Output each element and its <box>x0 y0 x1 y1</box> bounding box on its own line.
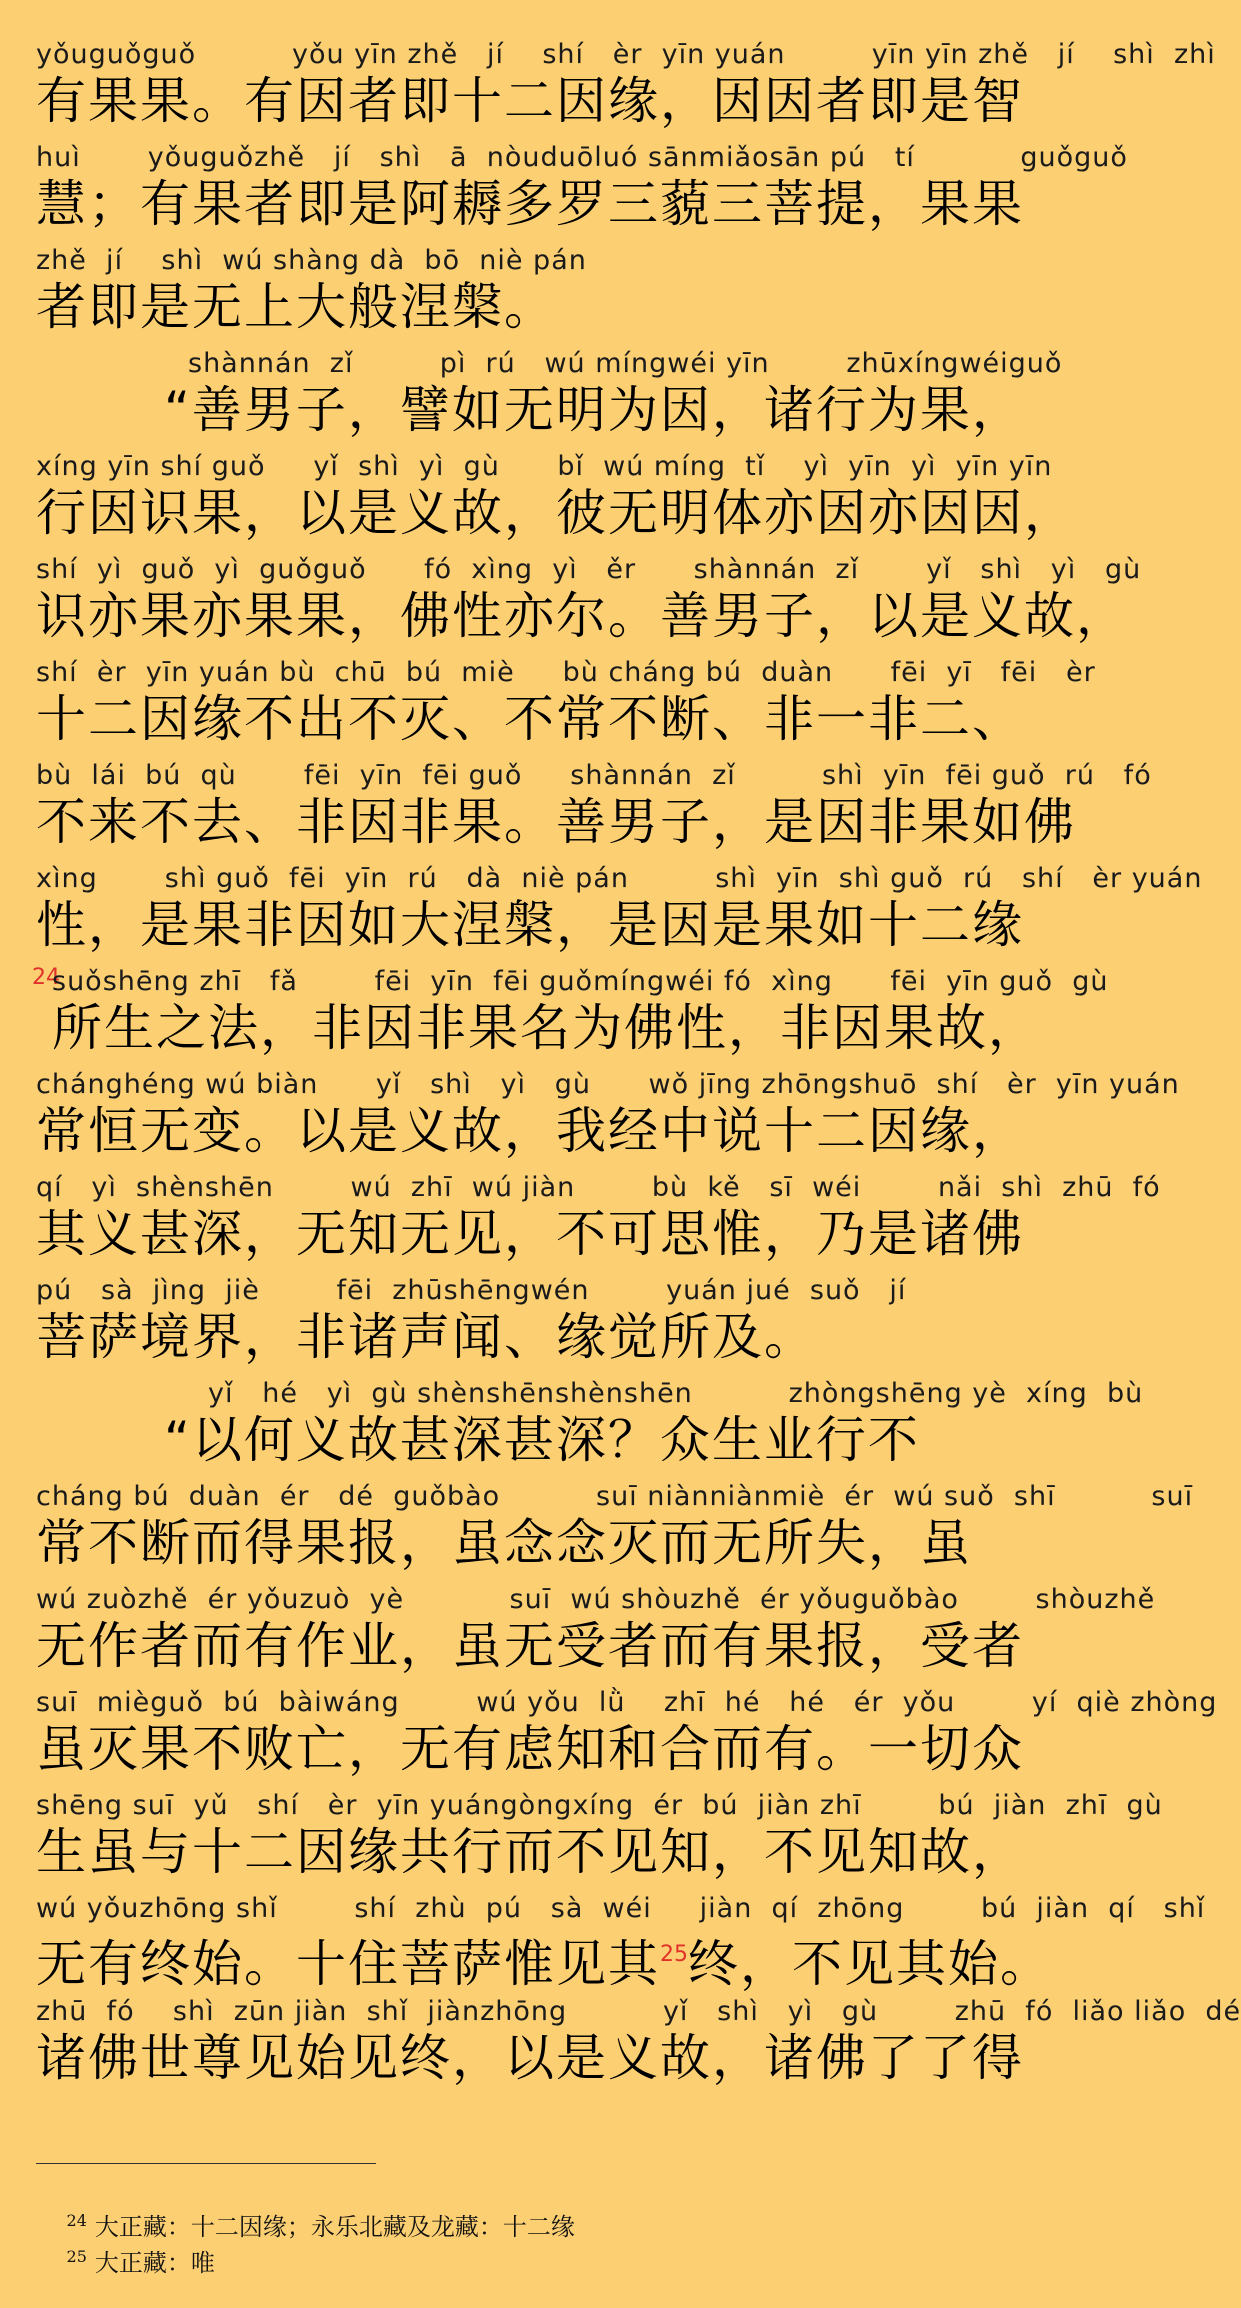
footnote-number: 24 <box>66 2211 87 2230</box>
pinyin-row: zhū fó shì zūn jiàn shǐ jiànzhōng yǐ shì yì gù zhū fó liǎo liǎo dé <box>36 1996 1241 2027</box>
hanzi-row: 性，是果非因如大涅槃，是因是果如十二缘 <box>36 896 1024 954</box>
hanzi-row: 者即是无上大般涅槃。 <box>36 278 556 336</box>
hanzi-row: “以何义故甚深甚深？众生业行不 <box>164 1411 920 1469</box>
hanzi-row: 行因识果，以是义故，彼无明体亦因亦因因， <box>36 484 1076 542</box>
hanzi-row <box>36 1924 1052 1995</box>
footnote-marker-25: 25 <box>660 1942 688 1967</box>
pinyin-row: shí èr yīn yuán bù chū bú miè bù cháng bú duàn fēi yī fēi èr <box>36 657 1096 688</box>
text-line-5 <box>36 450 1076 554</box>
hanzi-row: 常恒无变。以是义故，我经中说十二因缘， <box>36 1102 1024 1160</box>
text-line-6 <box>36 553 1142 657</box>
hanzi-segment: 无有终始。十住菩萨惟见其 <box>36 1935 660 1993</box>
footnote-25 <box>36 2212 215 2308</box>
text-line-8 <box>36 759 1152 863</box>
hanzi-row: 无作者而有作业，虽无受者而有果报，受者 <box>36 1617 1024 1675</box>
text-line-13 <box>36 1274 1044 1378</box>
pinyin-row: suǒshēng zhī fǎ fēi yīn fēi guǒmíngwéi fó xìng fēi yīn guǒ gù <box>52 966 1109 997</box>
pinyin-row: xíng yīn shí guǒ yǐ shì yì gù bǐ wú míng tǐ yì yīn yì yīn yīn <box>36 451 1053 482</box>
hanzi-row: 识亦果亦果果，佛性亦尔。善男子，以是义故， <box>36 587 1128 645</box>
pinyin-row: qí yì shènshēn wú zhī wú jiàn bù kě sī wéi nǎi shì zhū fó <box>36 1172 1161 1203</box>
text-line-17 <box>36 1686 1218 1790</box>
hanzi-row: 其义甚深，无知无见，不可思惟，乃是诸佛 <box>36 1205 1024 1263</box>
pinyin-row: yǐ hé yì gù shènshēnshènshēn zhòngshēng yè xíng bù <box>208 1378 1144 1409</box>
text-line-4 <box>164 347 1063 451</box>
footnote-marker-24: 24 <box>32 965 60 990</box>
text-line-19 <box>36 1892 1206 1996</box>
pinyin-row: cháng bú duàn ér dé guǒbào suī niànniànmiè ér wú suǒ shī suī <box>36 1481 1194 1512</box>
pinyin-row: yǒuguǒguǒ yǒu yīn zhě jí shí èr yīn yuán yīn yīn zhě jí shì zhì <box>36 39 1216 70</box>
text-line-3 <box>36 244 1044 348</box>
text-line-7 <box>36 656 1096 760</box>
text-line-20 <box>36 1995 1241 2099</box>
pinyin-row: shēng suī yǔ shí èr yīn yuángòngxíng ér bú jiàn zhī bú jiàn zhī gù <box>36 1790 1163 1821</box>
hanzi-row: 常不断而得果报，虽念念灭而无所失，虽 <box>36 1514 972 1572</box>
hanzi-row: 十二因缘不出不灭、不常不断、非一非二、 <box>36 690 1024 748</box>
text-line-10 <box>32 965 1109 1069</box>
hanzi-row: 菩萨境界，非诸声闻、缘觉所及。 <box>36 1308 816 1366</box>
hanzi-segment: 终，不见其始。 <box>688 1935 1052 1993</box>
pinyin-row: bù lái bú qù fēi yīn fēi guǒ shànnán zǐ shì yīn fēi guǒ rú fó <box>36 760 1152 791</box>
hanzi-row: 诸佛世尊见始见终，以是义故，诸佛了了得 <box>36 2029 1024 2087</box>
hanzi-row: “善男子，譬如无明为因，诸行为果， <box>164 381 1024 439</box>
pinyin-row: chánghéng wú biàn yǐ shì yì gù wǒ jīng zhōngshuō shí èr yīn yuán <box>36 1069 1180 1100</box>
text-line-16 <box>36 1583 1156 1687</box>
text-line-2 <box>36 141 1128 245</box>
pinyin-row: shànnán zǐ pì rú wú míngwéi yīn zhūxíngwéiguǒ <box>188 348 1063 379</box>
text-line-15 <box>36 1480 1194 1584</box>
hanzi-row: 慧；有果者即是阿耨多罗三藐三菩提，果果 <box>36 175 1024 233</box>
footnote-text: 大正藏：十二因缘；永乐北藏及龙藏：十二缘 <box>94 2213 575 2241</box>
hanzi-row: 有果果。有因者即十二因缘，因因者即是智 <box>36 72 1024 130</box>
text-line-9 <box>36 862 1203 966</box>
text-line-12 <box>36 1171 1161 1275</box>
pinyin-row: xìng shì guǒ fēi yīn rú dà niè pán shì yīn shì guǒ rú shí èr yuán <box>36 863 1203 894</box>
text-line-14 <box>164 1377 1144 1481</box>
footnote-text: 大正藏：唯 <box>94 2249 215 2277</box>
pinyin-row: wú zuòzhě ér yǒuzuò yè suī wú shòuzhě ér yǒuguǒbào shòuzhě <box>36 1584 1156 1615</box>
text-line-18 <box>36 1789 1163 1893</box>
pinyin-row: suī mièguǒ bú bàiwáng wú yǒu lǜ zhī hé hé ér yǒu yí qiè zhòng <box>36 1687 1218 1718</box>
pinyin-row: shí yì guǒ yì guǒguǒ fó xìng yì ěr shànnán zǐ yǐ shì yì gù <box>36 554 1142 585</box>
footnote-divider <box>36 2163 376 2164</box>
pinyin-row: zhě jí shì wú shàng dà bō niè pán <box>36 245 587 276</box>
text-line-1 <box>36 38 1216 142</box>
hanzi-row: 所生之法，非因非果名为佛性，非因果故， <box>52 999 1040 1057</box>
hanzi-row: 生虽与十二因缘共行而不见知，不见知故， <box>36 1823 1024 1881</box>
hanzi-row: 不来不去、非因非果。善男子，是因非果如佛 <box>36 793 1076 851</box>
hanzi-row: 虽灭果不败亡，无有虑知和合而有。一切众 <box>36 1720 1024 1778</box>
pinyin-row: huì yǒuguǒzhě jí shì ā nòuduōluó sānmiǎosān pú tí guǒguǒ <box>36 142 1128 173</box>
footnote-number: 25 <box>66 2247 87 2266</box>
text-line-11 <box>36 1068 1180 1172</box>
pinyin-row: pú sà jìng jiè fēi zhūshēngwén yuán jué suǒ jí <box>36 1275 907 1306</box>
pinyin-row: wú yǒuzhōng shǐ shí zhù pú sà wéi jiàn qí zhōng bú jiàn qí shǐ <box>36 1893 1206 1924</box>
